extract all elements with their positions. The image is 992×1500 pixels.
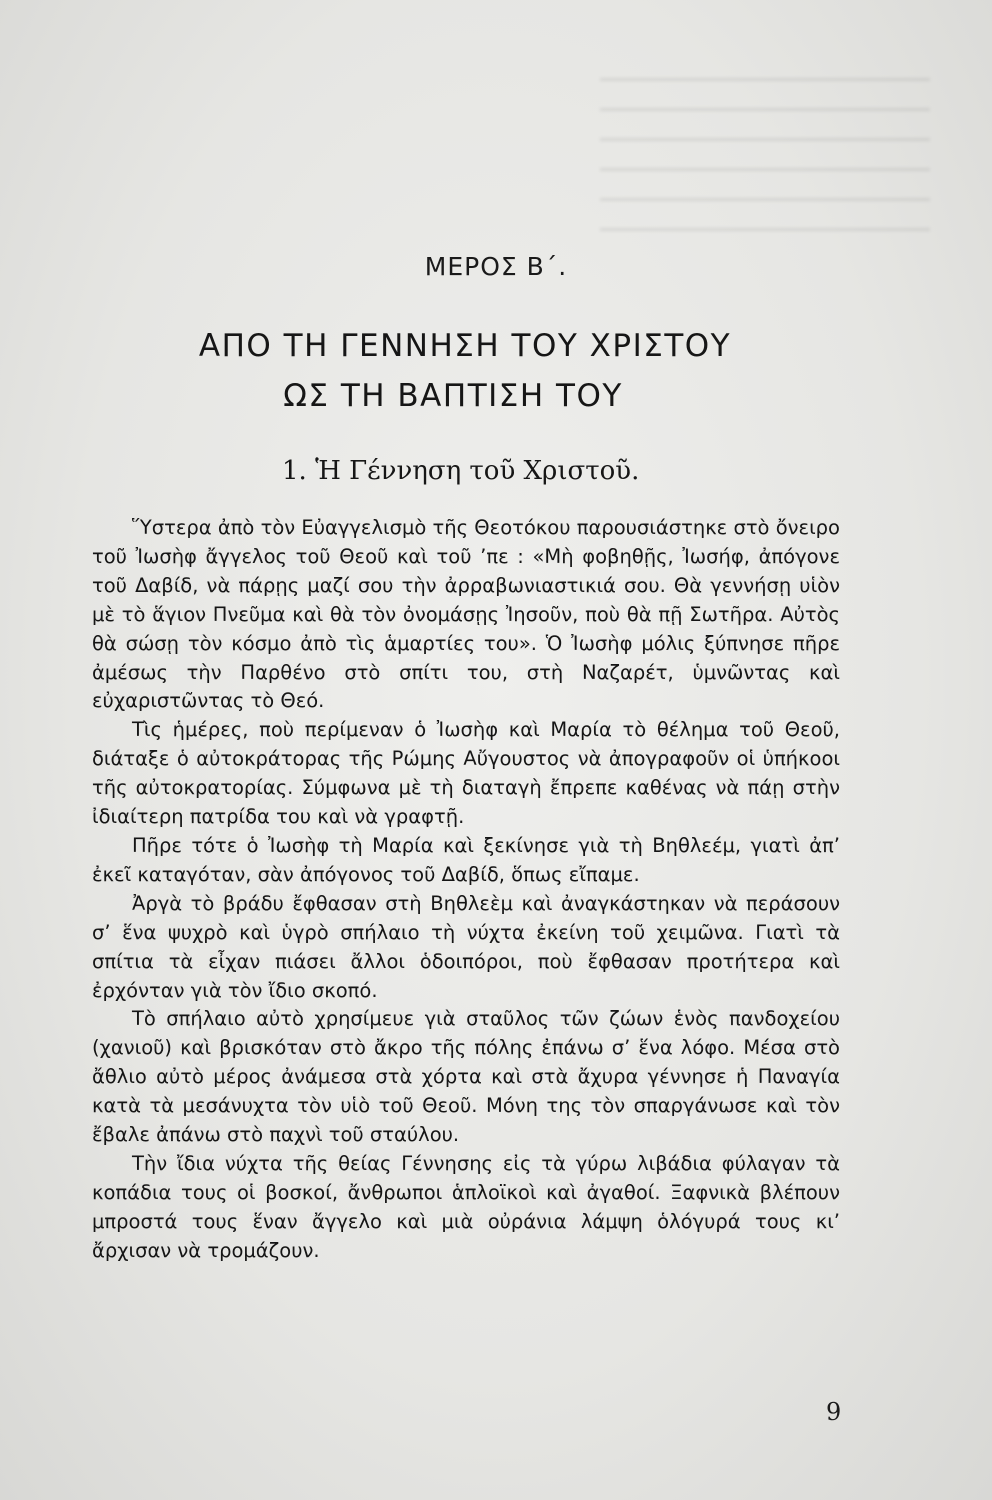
chapter-title-line-2: ΩΣ ΤΗ ΒΑΠΤΙΣΗ ΤΟΥ: [283, 378, 623, 414]
paragraph: Τὴν ἴδια νύχτα τῆς θείας Γέννησης εἰς τὰ γύρω λιβάδια φύλαγαν τὰ κοπάδια τους οἱ βοσκοί, ἄνθρωποι ἁπλοϊκοὶ καὶ ἀγαθοί. Ξαφνικὰ βλέπουν μπροστά τους ἕναν ἄγγελο καὶ μιὰ οὐράνια λάμψη ὁλόγυρά τους κι’ ἄρχισαν νὰ τρομάζουν.: [92, 1151, 840, 1262]
paragraph: Τὶς ἡμέρες, ποὺ περίμεναν ὁ Ἰωσὴφ καὶ Μαρία τὸ θέλημα τοῦ Θεοῦ, διάταξε ὁ αὐτοκράτορας τῆς Ρώμης Αὔγουστος νὰ ἀπογραφοῦν οἱ ὑπήκοοι τῆς αὐτοκρατορίας. Σύμφωνα μὲ τὴ διαταγὴ ἔπρεπε καθένας νὰ πάῃ στὴν ἰδιαίτερη πατρίδα του καὶ νὰ γραφτῇ.: [92, 718, 840, 829]
paragraph: Πῆρε τότε ὁ Ἰωσὴφ τὴ Μαρία καὶ ξεκίνησε γιὰ τὴ Βηθλεέμ, γιατὶ ἀπ’ ἐκεῖ καταγόταν, σὰν ἀπόγονος τοῦ Δαβίδ, ὅπως εἴπαμε.: [92, 833, 840, 886]
body-text: [92, 514, 840, 1266]
page-number: 9: [826, 1398, 842, 1426]
bleed-through-text: [600, 60, 930, 250]
paragraph: Τὸ σπήλαιο αὐτὸ χρησίμευε γιὰ σταῦλος τῶν ζώων ἑνὸς πανδοχείου (χανιοῦ) καὶ βρισκόταν στὸ ἄκρο τῆς πόλης ἐπάνω σ’ ἕνα λόφο. Μέσα στὸ ἄθλιο αὐτὸ μέρος ἀνάμεσα στὰ χόρτα καὶ στὰ ἄχυρα γέννησε ἡ Παναγία κατὰ τὰ μεσάνυχτα τὸν υἱὸ τοῦ Θεοῦ. Μόνη της τὸν σπαργάνωσε καὶ τὸν ἔβαλε ἀπάνω στὸ παχνὶ τοῦ σταύλου.: [92, 1007, 840, 1147]
chapter-title-line-1: ΑΠΟ ΤΗ ΓΕΝΝΗΣΗ ΤΟΥ ΧΡΙΣΤΟΥ: [198, 328, 732, 364]
paragraph: Ὕστερα ἀπὸ τὸν Εὐαγγελισμὸ τῆς Θεοτόκου παρουσιάστηκε στὸ ὄνειρο τοῦ Ἰωσὴφ ἄγγελος τοῦ Θεοῦ καὶ τοῦ ’πε : «Μὴ φοβηθῇς, Ἰωσήφ, ἀπόγονε τοῦ Δαβίδ, νὰ πάρῃς μαζί σου τὴν ἀρραβωνιαστικιά σου. Θὰ γεννήσῃ υἱὸν μὲ τὸ ἅγιον Πνεῦμα καὶ θὰ τὸν ὀνομάσῃς Ἰησοῦν, ποὺ θὰ πῇ Σωτῆρα. Αὐτὸς θὰ σώσῃ τὸν κόσμο ἀπὸ τὶς ἁμαρτίες του». Ὁ Ἰωσὴφ μόλις ξύπνησε πῆρε ἀμέσως τὴν Παρθένο στὸ σπίτι του, στὴ Ναζαρέτ, ὑμνῶντας καὶ εὐχαριστῶντας τὸ Θεό.: [92, 516, 840, 713]
paragraph: Ἀργὰ τὸ βράδυ ἔφθασαν στὴ Βηθλεὲμ καὶ ἀναγκάστηκαν νὰ περάσουν σ’ ἕνα ψυχρὸ καὶ ὑγρὸ σπήλαιο τὴ νύχτα ἐκείνη τοῦ χειμῶνα. Γιατὶ τὰ σπίτια τὰ εἶχαν πιάσει ἄλλοι ὁδοιπόροι, ποὺ ἔφθασαν προτήτερα καὶ ἐρχόνταν γιὰ τὸν ἴδιο σκοπό.: [92, 891, 840, 1002]
part-label: ΜΕΡΟΣ Β΄.: [424, 252, 568, 281]
section-heading: 1. Ἡ Γέννηση τοῦ Χριστοῦ.: [282, 456, 640, 486]
